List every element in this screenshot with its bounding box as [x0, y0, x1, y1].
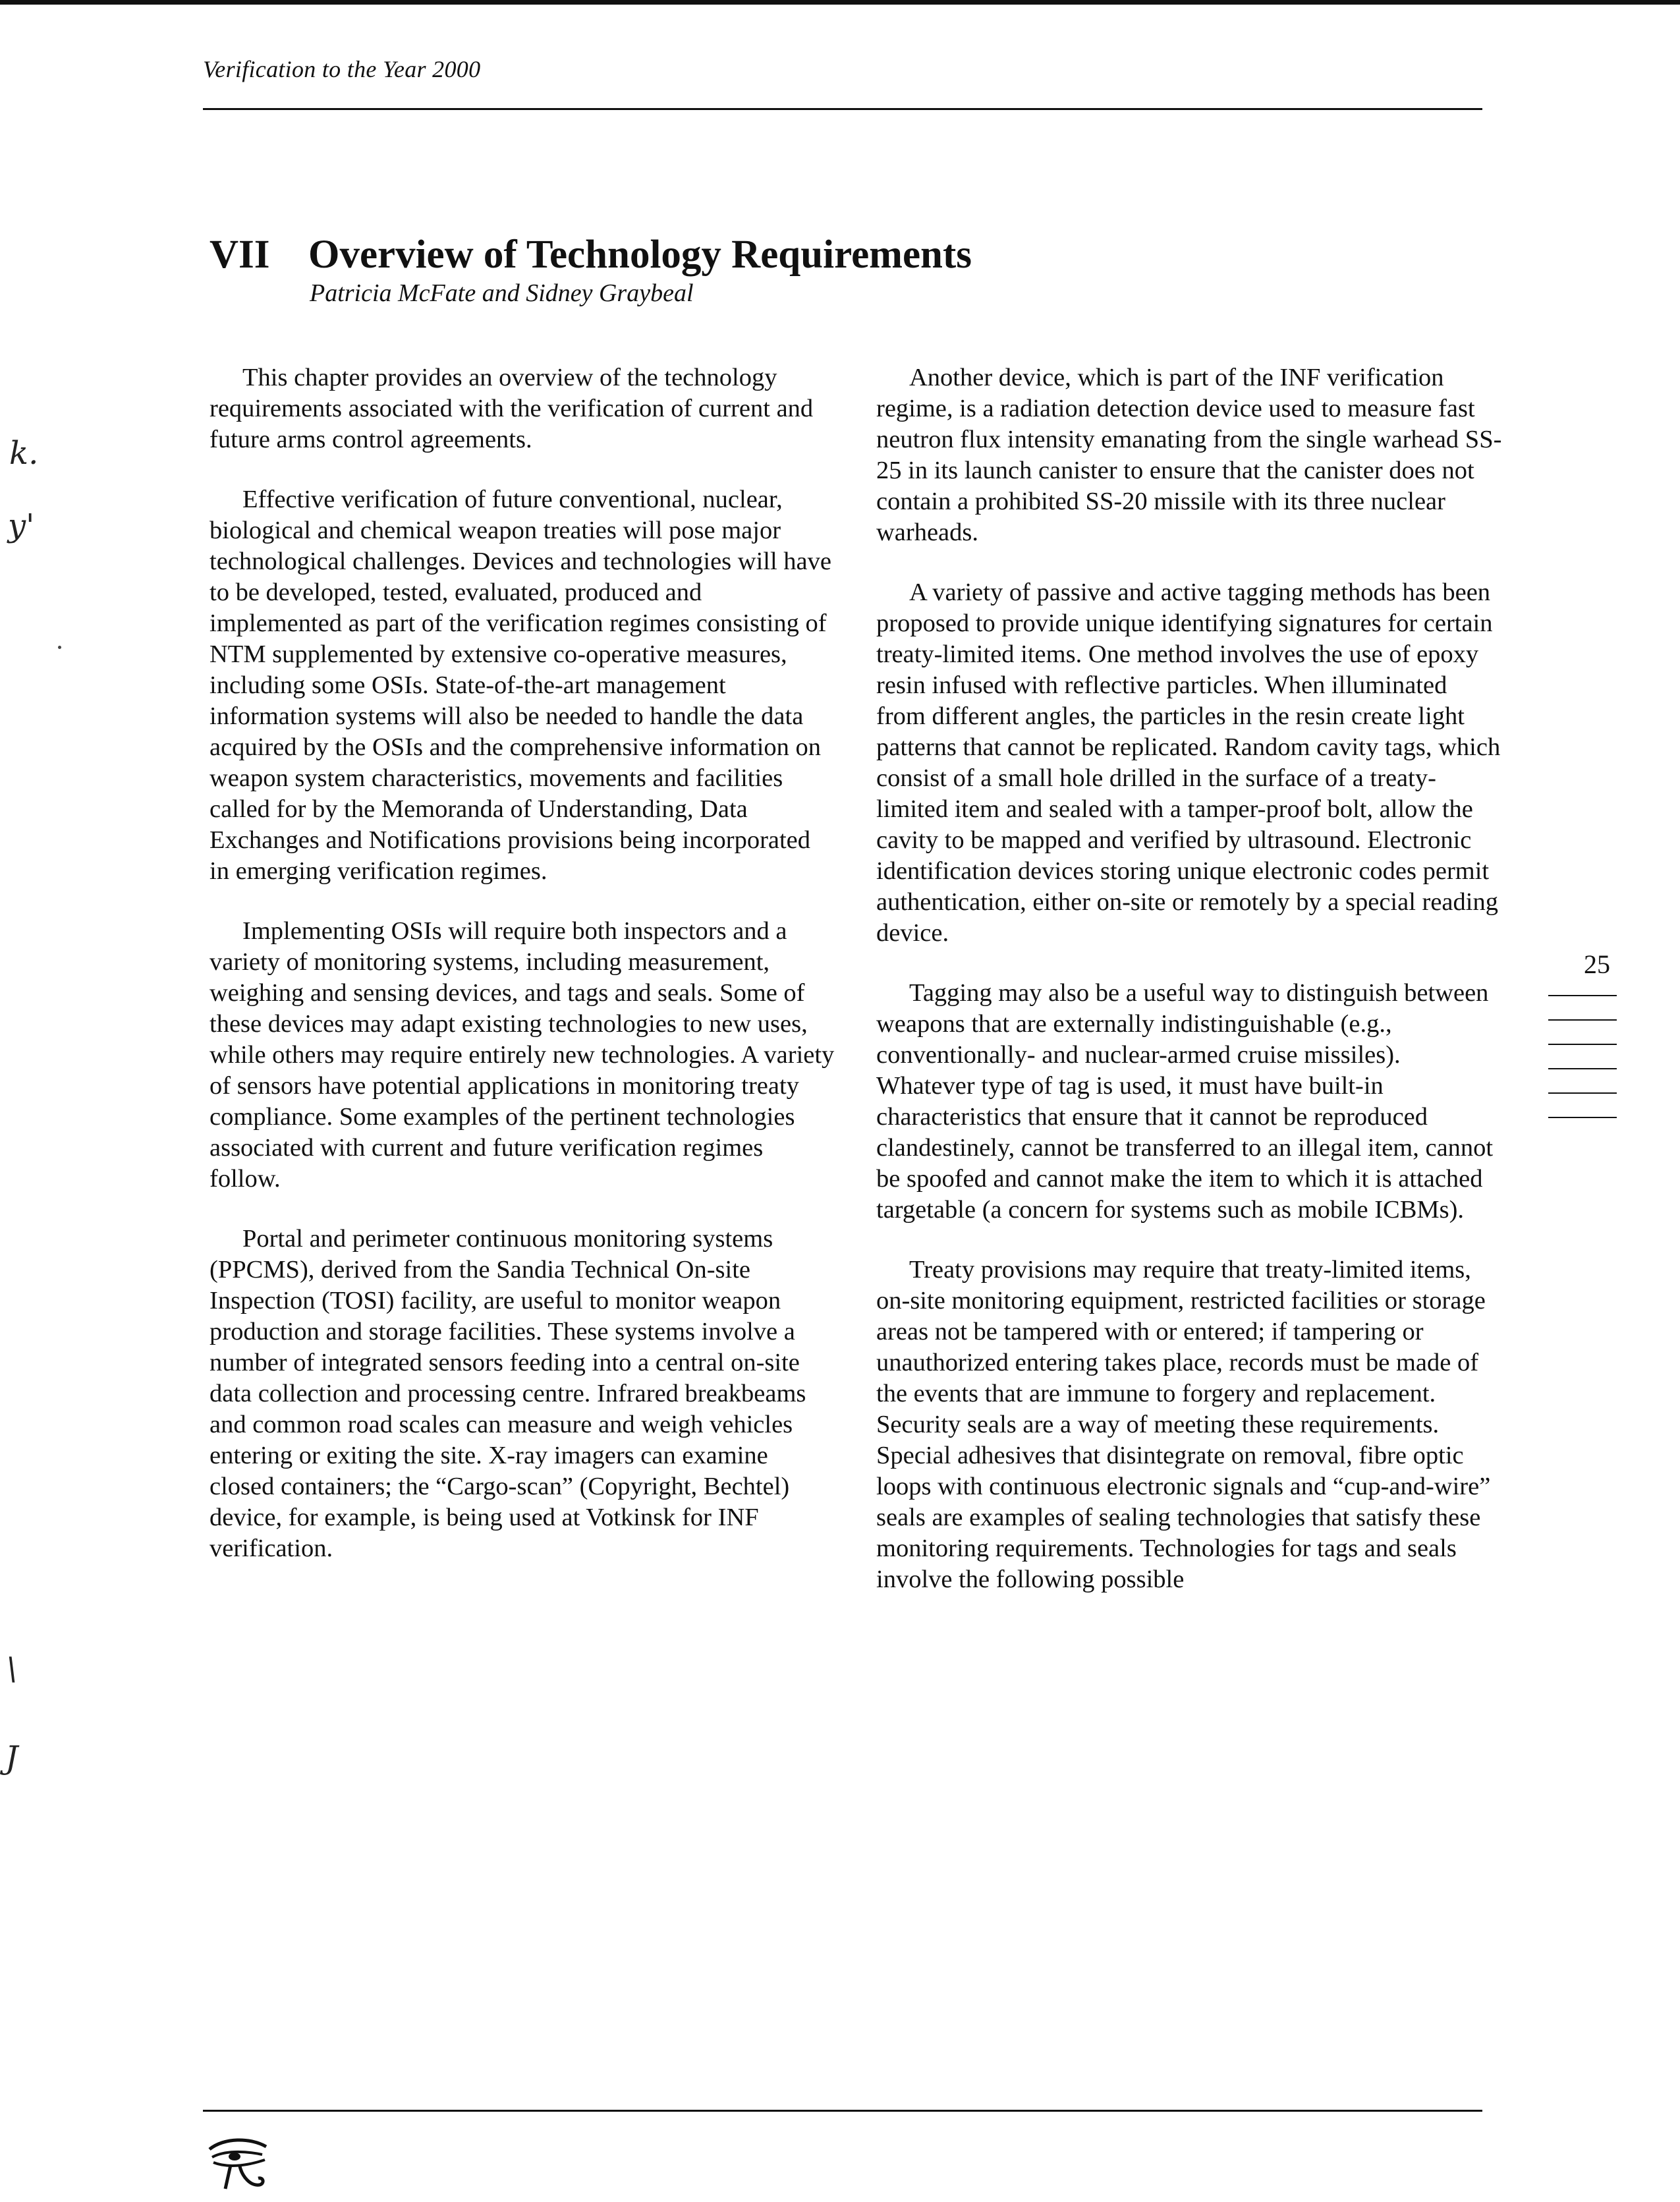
- side-rule: [1548, 1117, 1617, 1118]
- paragraph: This chapter provides an overview of the technology requirements associated with the verification of current and future arms control agreements.: [210, 364, 814, 453]
- header-rule: [203, 108, 1482, 110]
- page-number: 25: [1584, 949, 1610, 979]
- side-rule: [1548, 995, 1617, 996]
- footer-rule: [203, 2110, 1482, 2112]
- margin-mark: J: [5, 1739, 18, 1776]
- margin-mark: y': [8, 507, 35, 544]
- paragraph: Effective verification of future conventional, nuclear, biological and chemical weapon treaties will pose major technological challenges. Devices and technologies will have to be developed, tested, evaluated, produced and implemented as part of the verification regimes consisting of NTM supplemented by extensive co-operative measures, including some OSIs. State-of-the-art management information systems will also be needed to handle the data acquired by the OSIs and the comprehensive information on weapon system characteristics, movements and facilities called for by the Memoranda of Understanding, Data Exchanges and Notifications provisions being incorporated in emerging verification regimes.: [210, 486, 831, 885]
- paragraph: Treaty provisions may require that treaty-limited items, on-site monitoring equipment, restricted facilities or storage areas not be tampered with or entered; if tampering or unauthorized entering takes place, records must be made of the events that are immune to forgery and replacement. Security seals are a way of meeting these requirements. Special adhesives that disintegrate on removal, fibre optic loops with continuous electronic signals and “cup-and-wire” seals are examples of sealing technologies that satisfy these monitoring requirements. Technologies for tags and seals involve the following possible: [876, 1256, 1491, 1593]
- margin-mark: k.: [9, 435, 39, 472]
- chapter-number: VII: [210, 233, 270, 277]
- chapter-heading: [210, 232, 972, 278]
- top-border: [0, 0, 1680, 5]
- side-rule: [1548, 1068, 1617, 1069]
- page-number-rules: [1548, 995, 1617, 1141]
- side-rule: [1548, 1092, 1617, 1094]
- margin-mark: \: [7, 1651, 18, 1687]
- paragraph: Portal and perimeter continuous monitoring systems (PPCMS), derived from the Sandia Technical On-site Inspection (TOSI) facility, are useful to monitor weapon production and storage facilities. These systems involve a number of integrated sensors feeding into a central on-site data collection and processing centre. Infrared breakbeams and common road scales can measure and weigh vehicles entering or exiting the site. X-ray imagers can examine closed containers; the “Cargo-scan” (Copyright, Bechtel) device, for example, is being used at Votkinsk for INF verification.: [210, 1225, 806, 1562]
- paragraph: Tagging may also be a useful way to distinguish between weapons that are externally indistinguishable (e.g., conventionally- and nuclear-armed cruise missiles). Whatever type of tag is used, it must have built-in characteristics that ensure that it cannot be reproduced clandestinely, cannot be transferred to an illegal item, cannot be spoofed and cannot make the item to which it is attached targetable (a concern for systems such as mobile ICBMs).: [876, 979, 1494, 1224]
- right-column: [876, 362, 1502, 1624]
- chapter-authors: Patricia McFate and Sidney Graybeal: [310, 279, 694, 307]
- side-rule: [1548, 1019, 1617, 1021]
- chapter-title: Overview of Technology Requirements: [308, 233, 972, 277]
- side-rule: [1548, 1044, 1617, 1045]
- paragraph: Another device, which is part of the INF verification regime, is a radiation detection device used to measure fast neutron flux intensity emanating from the single warhead SS-25 in its launch canister to ensure that the canister does not contain a prohibited SS-20 missile with its three nuclear warheads.: [876, 364, 1502, 546]
- margin-speck: [58, 646, 61, 649]
- eye-of-horus-icon: [204, 2135, 270, 2194]
- running-head: Verification to the Year 2000: [203, 56, 481, 82]
- paragraph: Implementing OSIs will require both inspectors and a variety of monitoring systems, including measurement, weighing and sensing devices, and tags and seals. Some of these devices may adapt existing technologies to new uses, while others may require entirely new technologies. A variety of sensors have potential applications in monitoring treaty compliance. Some examples of the pertinent technologies associated with current and future verification regimes follow.: [210, 917, 835, 1193]
- paragraph: A variety of passive and active tagging methods has been proposed to provide unique identifying signatures for certain treaty-limited items. One method involves the use of epoxy resin infused with reflective particles. When illuminated from different angles, the particles in the resin create light patterns that cannot be replicated. Random cavity tags, which consist of a small hole drilled in the surface of a treaty-limited item and sealed with a tamper-proof bolt, allow the cavity to be mapped and verified by ultrasound. Electronic identification devices storing unique electronic codes permit authentication, either on-site or remotely by a special reading device.: [876, 579, 1501, 947]
- left-column: [210, 362, 835, 1593]
